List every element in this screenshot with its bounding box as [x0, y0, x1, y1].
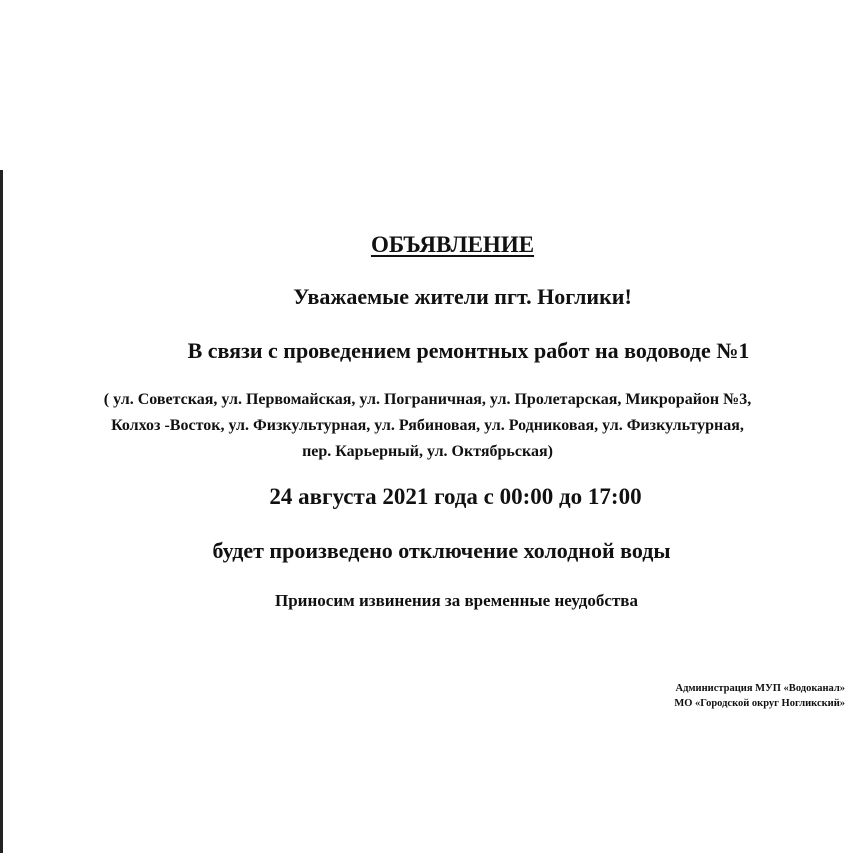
paper-edge: [0, 170, 3, 853]
street-line: Колхоз -Восток, ул. Физкультурная, ул. Рябиновая, ул. Родниковая, ул. Физкультурная,: [111, 417, 744, 434]
reason-text: В связи с проведением ремонтных работ на водоводе №1: [187, 338, 750, 363]
greeting: Уважаемые жители пгт. Ноглики!: [293, 284, 632, 309]
street-line: ( ул. Советская, ул. Первомайская, ул. Пограничная, ул. Пролетарская, Микрорайон №3,: [103, 391, 752, 408]
signature-line: МО «Городской округ Ногликский»: [674, 698, 845, 709]
notice-title: ОБЪЯВЛЕНИЕ: [370, 232, 535, 257]
apology-text: Приносим извинения за временные неудобства: [275, 591, 638, 610]
shutoff-date: 24 августа 2021 года с 00:00 до 17:00: [269, 484, 642, 509]
street-line: пер. Карьерный, ул. Октябрьская): [302, 443, 553, 460]
street-list: [6, 387, 849, 465]
shutoff-text: будет произведено отключение холодной воды: [212, 538, 671, 563]
signature-block: [674, 681, 845, 711]
signature-line: Администрация МУП «Водоканал»: [675, 683, 845, 694]
